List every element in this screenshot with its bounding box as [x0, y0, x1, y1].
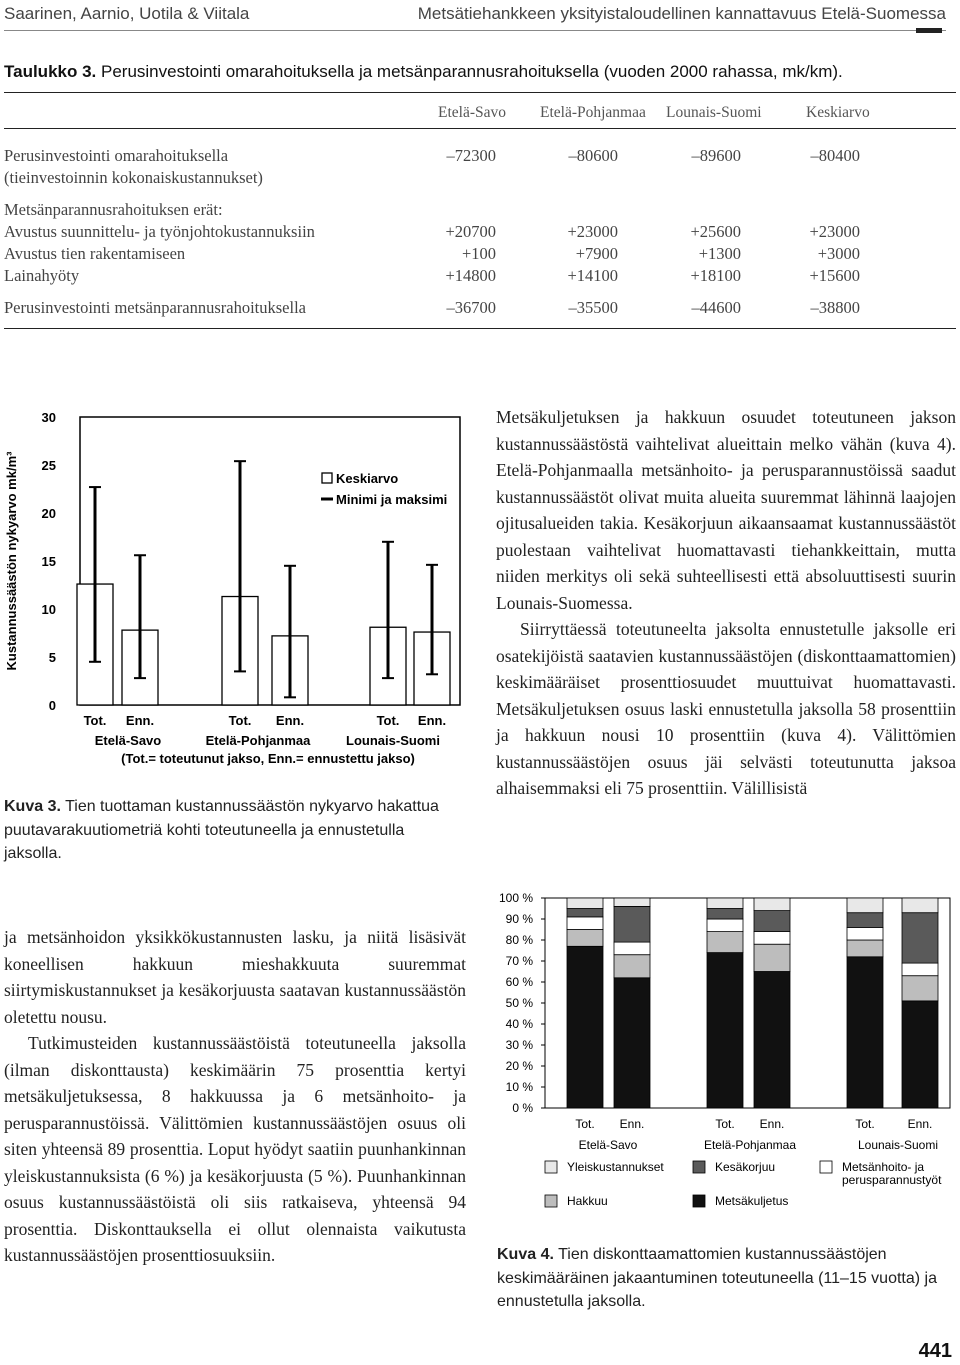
table-cell: –72300: [446, 146, 496, 165]
table-row: [4, 146, 956, 168]
figure3-caption: [4, 795, 464, 866]
x-tick-label: Tot.: [575, 1117, 595, 1131]
paragraph: Metsäkuljetuksen ja hakkuun osuudet toteutuneen jakson kustannussäästöstä vaihtelivat alueittain melko vähän (kuva 4). Etelä-Pohjanmaalla metsänhoito- ja perusparannustöissä saadut kustannussäästöt olivat muita alueita suuremmat lähinnä laajojen ojitusalueiden takia. Kesäkorjuun aikaansaamat kustannussäästöt puolestaan vaihtelivat huomattavasti tiehankkeittain, mutta niiden merkitys oli sekä suhteellisesti että absoluuttisesti suurin Lounais-Suomessa.: [496, 407, 956, 613]
stacked-segment: [567, 898, 603, 909]
figure3-chart: [0, 405, 470, 775]
y-tick-label: 50 %: [505, 996, 533, 1010]
table-row-label: Lainahyöty: [4, 266, 80, 285]
legend-label: Metsänhoito- ja: [842, 1160, 925, 1174]
table-bottom-rule: [4, 328, 956, 329]
table-col-header: Etelä-Pohjanmaa: [540, 104, 646, 121]
stacked-segment: [707, 898, 743, 909]
table-col-header: Etelä-Savo: [438, 104, 507, 121]
stacked-segment: [902, 1001, 938, 1108]
stacked-segment: [902, 898, 938, 913]
figure4-caption-text: Tien diskonttaamattomien kustannussäästöjen keskimääräinen jakaantuminen toteutuneella (11–15 vuotta) ja ennustetulla jaksolla.: [497, 1246, 937, 1310]
stacked-segment: [707, 953, 743, 1108]
x-tick-label: Tot.: [228, 713, 252, 728]
left-column-text: [4, 924, 466, 1269]
stacked-segment: [902, 913, 938, 963]
stacked-segment: [707, 919, 743, 932]
table-cell: –35500: [568, 298, 618, 317]
figure4-caption: [497, 1243, 959, 1314]
stacked-segment: [567, 909, 603, 917]
y-axis-label: Kustannussäästön nykyarvo mk/m³: [4, 451, 19, 671]
y-tick-label: 70 %: [505, 954, 533, 968]
group-label: Etelä-Savo: [578, 1138, 638, 1152]
x-tick-label: Enn.: [759, 1117, 785, 1131]
stacked-segment: [614, 978, 650, 1108]
header-authors: Saarinen, Aarnio, Uotila & Viitala: [4, 4, 250, 23]
table-cell: –80400: [810, 146, 860, 165]
table-cell: +25600: [690, 222, 741, 241]
table-row-label: Avustus tien rakentamiseen: [4, 244, 186, 263]
stacked-segment: [614, 942, 650, 955]
x-tick-label: Enn.: [275, 713, 305, 728]
table-top-rule: [4, 92, 956, 93]
stacked-segment: [847, 957, 883, 1108]
legend-swatch: [820, 1161, 832, 1173]
page-number: 441: [918, 1340, 952, 1362]
paragraph: Siirryttäessä toteutuneelta jaksolta ennustetulle jaksolle eri osatekijöistä saatavien kustannussäästöjen (diskonttaamattomien) keskimääräiset prosenttiosuudet muuttuivat huomattavasti. Metsäkuljetuksen osuus laski ennustetulla jaksolla 58 prosenttiin ja hakkuun nousi 10 prosenttiin (kuva 4). Välittömien kustannussäästöjen osuus jäi selvästi toteutunutta jaksoa alhaisemmaksi eli 75 prosenttiin. Välillisistä: [496, 619, 956, 798]
table-cell: +14100: [567, 266, 618, 285]
table-row: [4, 200, 956, 222]
y-tick-label: 30 %: [505, 1038, 533, 1052]
figure4-caption-label: Kuva 4.: [497, 1246, 554, 1263]
stacked-segment: [567, 946, 603, 1108]
legend-swatch-mean: [322, 473, 332, 483]
figure4-chart: [490, 885, 960, 1230]
stacked-segment: [754, 972, 790, 1109]
table-cell: –38800: [810, 298, 860, 317]
table-cell: –44600: [691, 298, 741, 317]
table-header-rule: [4, 128, 956, 129]
stacked-segment: [614, 898, 650, 906]
x-tick-label: Enn.: [619, 1117, 645, 1131]
y-tick-label: 10: [41, 602, 56, 617]
stacked-segment: [847, 940, 883, 957]
group-label: Etelä-Pohjanmaa: [205, 733, 311, 748]
y-tick-label: 80 %: [505, 933, 533, 947]
legend-label: perusparannustyöt: [842, 1173, 942, 1187]
table-row-label: Metsänparannusrahoituksen erät:: [4, 200, 223, 219]
x-tick-label: Tot.: [715, 1117, 735, 1131]
figure3-caption-label: Kuva 3.: [4, 798, 61, 815]
table-col-header: Lounais-Suomi: [666, 104, 762, 121]
y-tick-label: 5: [48, 650, 56, 665]
legend-label: Kesäkorjuu: [715, 1160, 776, 1174]
stacked-segment: [847, 927, 883, 940]
plot-frame: [545, 898, 950, 1108]
y-tick-label: 25: [41, 458, 56, 473]
stacked-segment: [754, 911, 790, 932]
stacked-segment: [614, 955, 650, 978]
table-cell: +100: [461, 244, 496, 263]
header-rule: [4, 30, 946, 31]
stacked-segment: [902, 963, 938, 976]
legend-label: Yleiskustannukset: [567, 1160, 664, 1174]
stacked-segment: [707, 932, 743, 953]
table-caption: [4, 62, 843, 82]
table-col-header: Keskiarvo: [806, 104, 870, 121]
stacked-segment: [847, 913, 883, 928]
stacked-segment: [902, 976, 938, 1001]
stacked-segment: [754, 944, 790, 971]
group-label: Etelä-Savo: [94, 733, 162, 748]
table-cell: +15600: [809, 266, 860, 285]
y-tick-label: 40 %: [505, 1017, 533, 1031]
table-cell: +3000: [817, 244, 860, 263]
table-cell: +1300: [698, 244, 741, 263]
group-label: Etelä-Pohjanmaa: [703, 1138, 797, 1152]
legend-label: Metsäkuljetus: [715, 1194, 789, 1208]
table-cell: +14800: [445, 266, 496, 285]
y-tick-label: 90 %: [505, 912, 533, 926]
table-cell: +20700: [445, 222, 496, 241]
table-row: [4, 298, 956, 320]
table-row-label: Perusinvestointi omarahoituksella: [4, 146, 229, 165]
y-tick-label: 0: [48, 698, 56, 713]
legend-label: Minimi ja maksimi: [336, 492, 448, 507]
table-cell: –80600: [568, 146, 618, 165]
table-row: [4, 168, 956, 190]
stacked-segment: [567, 917, 603, 930]
group-label: Lounais-Suomi: [346, 733, 440, 748]
x-tick-label: Enn.: [907, 1117, 933, 1131]
paragraph: Tutkimusteiden kustannussäästöistä toteutuneella jaksolla (ilman diskonttausta) keskimäärin 75 prosenttia kertyi metsäkuljetuksessa, 8 hakkuussa ja 6 metsänhoito- ja perusparannustöissä. Välittömien kustannussäästöjen osuus oli siten yhteensä 89 prosenttia. Loput hyödyt saatiin puunhankinnan yleiskustannuksista (6 %) ja kesäkorjuusta (5 %). Puunhankinnan osuus kustannussäästöistä oli siis ratkaiseva, yhteensä 94 prosenttia. Diskonttauksella ei ollut olennaista vaikutusta kustannussäästöjen prosenttiosuuksiin.: [4, 1033, 466, 1265]
header-mark: [916, 28, 942, 33]
table-row: [4, 244, 956, 266]
stacked-segment: [847, 898, 883, 913]
table-cell: +23000: [567, 222, 618, 241]
y-tick-label: 0 %: [512, 1101, 533, 1115]
table-cell: +23000: [809, 222, 860, 241]
stacked-segment: [614, 906, 650, 942]
x-tick-label: Tot.: [855, 1117, 875, 1131]
x-tick-label: Tot.: [376, 713, 400, 728]
table-caption-label: Taulukko 3.: [4, 62, 97, 81]
y-tick-label: 15: [41, 554, 56, 569]
y-tick-label: 20: [41, 506, 56, 521]
legend-label: Hakkuu: [567, 1194, 608, 1208]
legend-swatch: [545, 1195, 557, 1207]
x-tick-label: Tot.: [83, 713, 107, 728]
figure3-caption-text: Tien tuottaman kustannussäästön nykyarvo hakattua puutavarakuutiometriä kohti toteutuneella ja ennustetulla jaksolla.: [4, 798, 439, 862]
x-tick-label: Enn.: [125, 713, 155, 728]
group-label: Lounais-Suomi: [857, 1138, 939, 1152]
y-tick-label: 100 %: [498, 891, 533, 905]
table-row-label: Perusinvestointi metsänparannusrahoituksella: [4, 298, 306, 317]
table-cell: +18100: [690, 266, 741, 285]
table-row: [4, 266, 956, 288]
stacked-segment: [754, 898, 790, 911]
y-tick-label: 30: [41, 410, 56, 425]
legend-swatch: [545, 1161, 557, 1173]
y-tick-label: 20 %: [505, 1059, 533, 1073]
right-column-text: [496, 404, 956, 802]
legend-swatch: [693, 1161, 705, 1173]
stacked-segment: [754, 932, 790, 945]
legend-label: Keskiarvo: [336, 471, 399, 486]
y-tick-label: 60 %: [505, 975, 533, 989]
table-cell: –89600: [691, 146, 741, 165]
y-tick-label: 10 %: [505, 1080, 533, 1094]
table-row-label: (tieinvestoinnin kokonaiskustannukset): [4, 168, 263, 187]
table-cell: –36700: [446, 298, 496, 317]
footnote-label: (Tot.= toteutunut jakso, Enn.= ennustettu jakso): [121, 751, 415, 766]
table-row: [4, 222, 956, 244]
paragraph: ja metsänhoidon yksikkökustannusten lasku, ja niitä lisäsivät koneellisen hakkuun mieshakkuuta suuremmat siirtymiskustannukset ja kesäkorjuusta saatavan kustannussäästön oletettu nousu.: [4, 927, 466, 1027]
stacked-segment: [707, 909, 743, 920]
running-header: [0, 0, 960, 38]
table-cell: +7900: [575, 244, 618, 263]
header-journal: Metsätiehankkeen yksityistaloudellinen kannattavuus Etelä-Suomessa: [417, 4, 946, 23]
legend-swatch: [693, 1195, 705, 1207]
table-row-label: Avustus suunnittelu- ja työnjohtokustannuksiin: [4, 222, 315, 241]
stacked-segment: [567, 930, 603, 947]
table-caption-text: Perusinvestointi omarahoituksella ja metsänparannusrahoituksella (vuoden 2000 rahassa, mk/km).: [96, 62, 843, 81]
x-tick-label: Enn.: [417, 713, 447, 728]
